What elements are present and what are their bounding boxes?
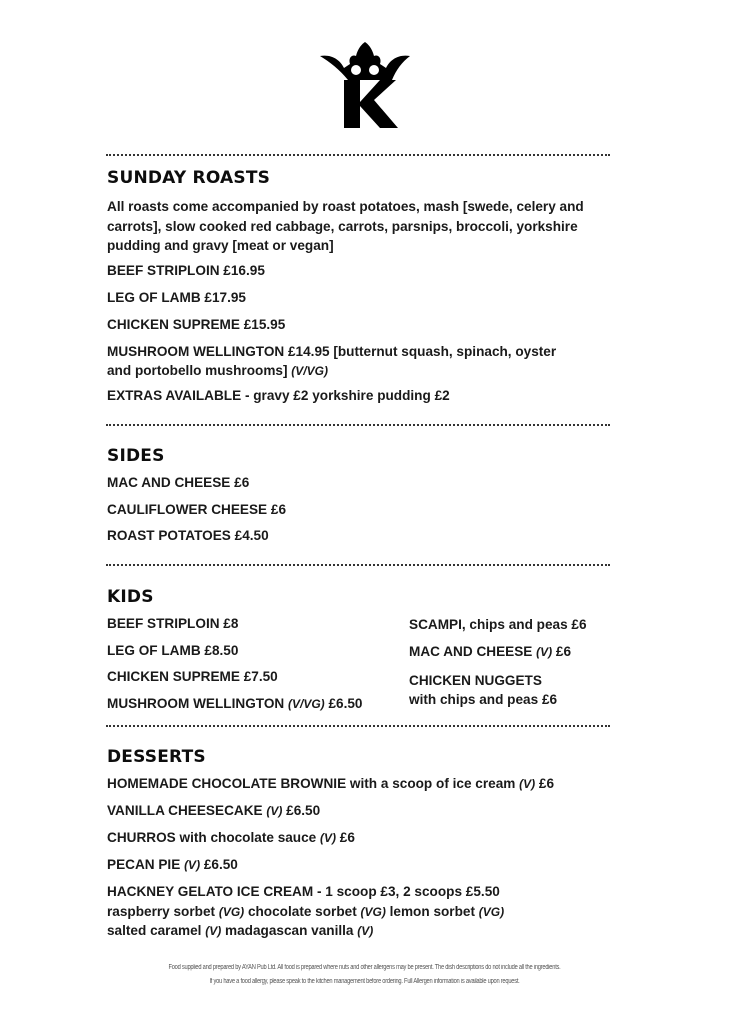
menu-item: CHICKEN SUPREME £7.50 (107, 669, 278, 684)
section-title-sides: SIDES (107, 446, 165, 466)
dotted-divider (106, 154, 610, 156)
dietary-tag: (V) (519, 777, 536, 791)
allergen-disclaimer: Food supplied and prepared by AYAN Pub Ltd. All food is prepared where nuts and other allergens may be present. The dish descriptions do not include all the ingredients. (168, 964, 561, 971)
menu-item-text: HOMEMADE CHOCOLATE BROWNIE with a scoop of ice cream (107, 776, 520, 791)
menu-item-price: £6 (336, 830, 355, 845)
menu-item (107, 696, 362, 711)
dotted-divider (106, 564, 610, 566)
dietary-tag: (V) (184, 858, 201, 872)
menu-item: BEEF STRIPLOIN £8 (107, 616, 239, 631)
menu-item-price: £6.50 (282, 803, 321, 818)
sunday-roasts-description: All roasts come accompanied by roast potatoes, mash [swede, celery and carrots], slow cooked red cabbage, carrots, parsnips, broccoli, yorkshire pudding and gravy [meat or vegan] (107, 199, 584, 253)
menu-item: SCAMPI, chips and peas £6 (409, 617, 587, 632)
menu-item: MAC AND CHEESE £6 (107, 475, 250, 490)
dietary-tag: (VG) (478, 905, 505, 919)
crowned-k-logo-icon (318, 40, 412, 130)
menu-item: LEG OF LAMB £17.95 (107, 290, 246, 305)
section-title-desserts: DESSERTS (107, 747, 206, 767)
dietary-tag: (V) (320, 831, 337, 845)
menu-item: BEEF STRIPLOIN £16.95 (107, 263, 265, 278)
menu-item: MUSHROOM WELLINGTON £14.95 [butternut squash, spinach, oyster (107, 344, 557, 359)
gelato-flavours (107, 904, 504, 919)
flavour: raspberry sorbet (107, 904, 219, 919)
dietary-tag: (VG) (360, 905, 386, 919)
flavour: salted caramel (107, 923, 206, 938)
menu-item (107, 803, 320, 818)
menu-item-continuation (107, 363, 328, 378)
dietary-tag: (V/VG) (291, 364, 328, 378)
dotted-divider (106, 725, 610, 727)
menu-item-extras: EXTRAS AVAILABLE - gravy £2 yorkshire pudding £2 (107, 388, 450, 403)
menu-item-price: £6 (535, 776, 555, 791)
menu-item: CHICKEN SUPREME £15.95 (107, 317, 286, 332)
flavour: madagascan vanilla (221, 923, 358, 938)
flavour: lemon sorbet (385, 904, 479, 919)
dietary-tag: (V) (536, 645, 553, 659)
dietary-tag: (V) (205, 924, 222, 938)
menu-item-price: £6 (552, 644, 572, 659)
dietary-tag: (V) (266, 804, 283, 818)
menu-item-text: MUSHROOM WELLINGTON (107, 696, 288, 711)
menu-item (107, 830, 355, 845)
menu-item-text: VANILLA CHEESECAKE (107, 803, 267, 818)
dietary-tag: (V) (357, 924, 374, 938)
dietary-tag: (VG) (218, 905, 245, 919)
menu-item: LEG OF LAMB £8.50 (107, 643, 239, 658)
gelato-flavours (107, 923, 373, 938)
menu-item-text: CHURROS with chocolate sauce (107, 830, 321, 845)
section-title-kids: KIDS (107, 587, 154, 607)
menu-item-gelato: HACKNEY GELATO ICE CREAM - 1 scoop £3, 2 scoops £5.50 (107, 884, 500, 899)
menu-item-continuation: with chips and peas £6 (409, 692, 558, 707)
flavour: chocolate sorbet (244, 904, 361, 919)
menu-item-price: £6.50 (324, 696, 363, 711)
menu-item (107, 776, 554, 791)
menu-item (409, 644, 571, 659)
menu-item-text: MAC AND CHEESE (409, 644, 537, 659)
dotted-divider (106, 424, 610, 426)
menu-item-text: PECAN PIE (107, 857, 185, 872)
section-title-sunday-roasts: SUNDAY ROASTS (107, 168, 271, 188)
menu-item (107, 857, 238, 872)
menu-item: CAULIFLOWER CHEESE £6 (107, 502, 287, 517)
menu-item-price: £6.50 (200, 857, 238, 872)
allergen-disclaimer: If you have a food allergy, please speak to the kitchen management before ordering. Full Allergen information is available upon request. (209, 978, 520, 985)
menu-item-text: and portobello mushrooms] (107, 363, 292, 378)
menu-item: CHICKEN NUGGETS (409, 673, 542, 688)
dietary-tag: (V/VG) (288, 697, 325, 711)
menu-item: ROAST POTATOES £4.50 (107, 528, 269, 543)
